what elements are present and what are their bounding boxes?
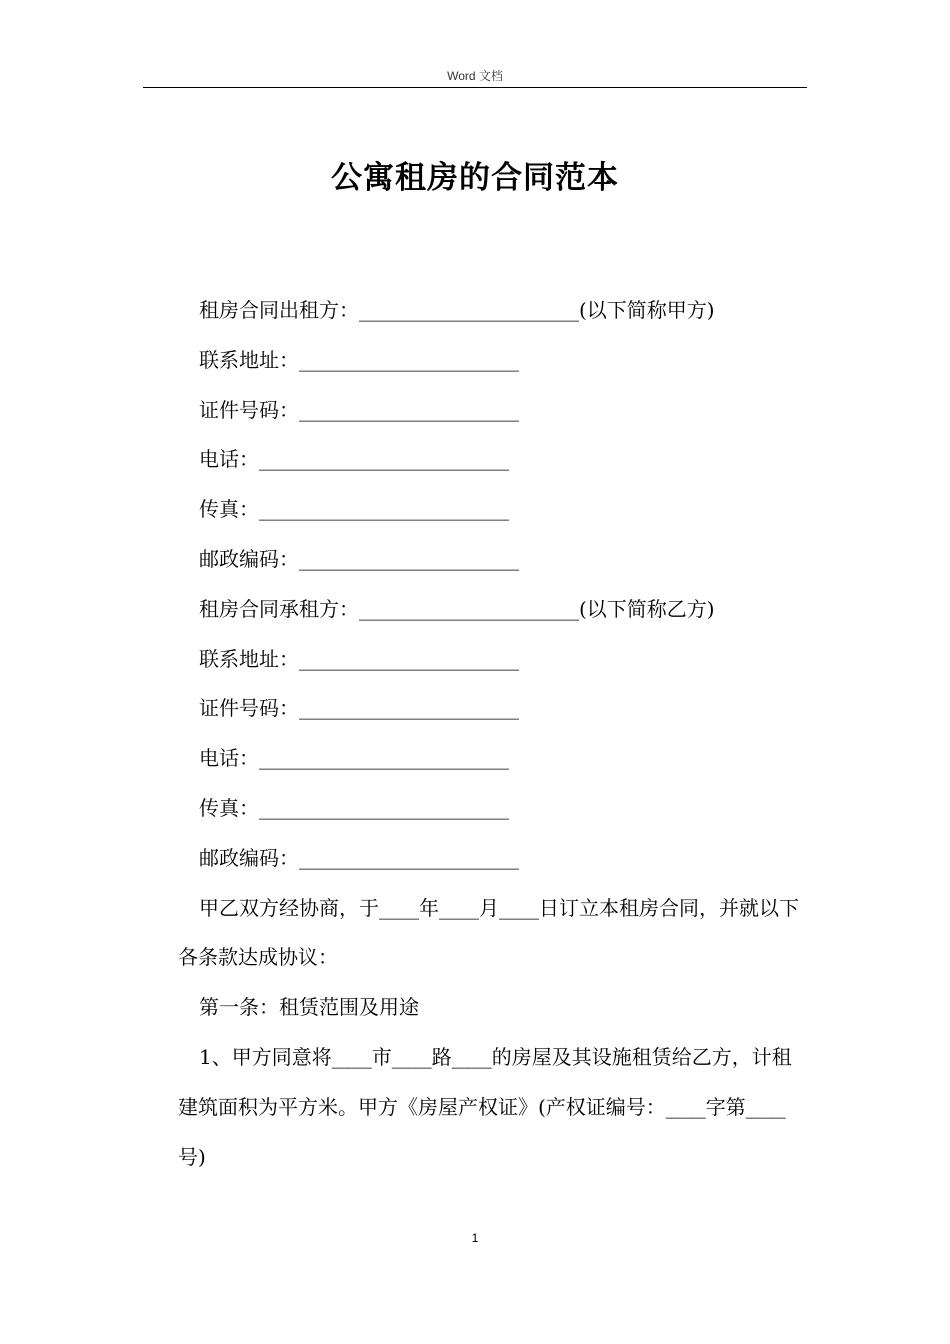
paragraph-lessor: 租房合同出租方：______________________(以下简称甲方) [199, 298, 715, 322]
paragraph-lessee-postcode: 邮政编码：______________________ [199, 845, 519, 870]
paragraph-lessee-address: 联系地址：______________________ [199, 646, 519, 671]
paragraph-article-one-heading: 第一条：租赁范围及用途 [199, 995, 419, 1020]
paragraph-article-one-item-one: 1、甲方同意将____市____路____的房屋及其设施租赁给乙方，计租建筑面积为平方米。甲方《房屋产权证》(产权证编号：____字第____号) [178, 1044, 792, 1169]
paragraph-agreement-intro: 甲乙双方经协商，于____年____月____日订立本租房合同，并就以下各条款达成协议： [178, 895, 799, 970]
paragraph-lessee: 租房合同承租方：______________________(以下简称乙方) [199, 596, 715, 621]
paragraph-lessor-address: 联系地址：______________________ [199, 347, 519, 372]
document-body [178, 286, 808, 1182]
paragraph-lessee-phone: 电话：_________________________ [199, 746, 509, 771]
paragraph-lessor-id-number: 证件号码：______________________ [199, 397, 519, 422]
page-header: Word 文档 [447, 69, 503, 83]
paragraph-lessor-phone: 电话：_________________________ [199, 447, 509, 472]
paragraph-lessee-fax: 传真：_________________________ [199, 795, 509, 820]
document-title: 公寓租房的合同范本 [331, 160, 619, 196]
page-number: 1 [471, 1231, 479, 1245]
paragraph-lessor-postcode: 邮政编码：______________________ [199, 546, 519, 571]
header-divider [143, 87, 807, 88]
paragraph-lessor-fax: 传真：_________________________ [199, 497, 509, 522]
paragraph-lessee-id-number: 证件号码：______________________ [199, 696, 519, 721]
